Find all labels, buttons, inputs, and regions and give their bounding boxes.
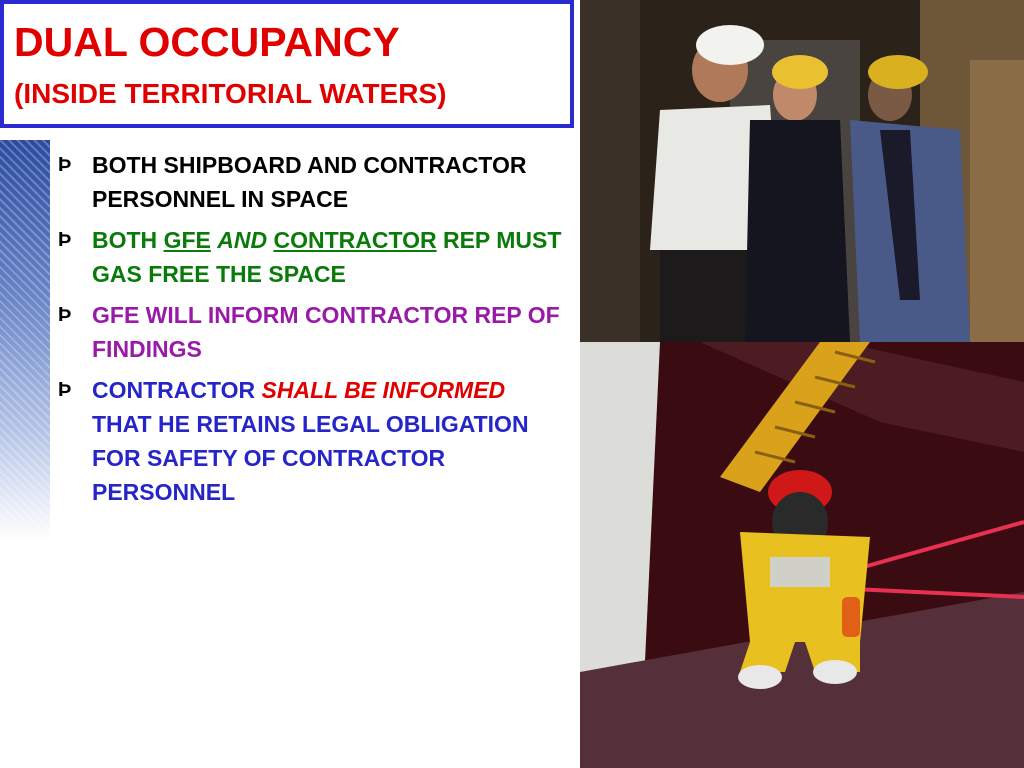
bullet-icon: Þ — [58, 229, 72, 251]
side-stripes — [0, 140, 50, 540]
photo-firefighters — [580, 0, 1024, 342]
title-box — [0, 0, 574, 128]
bullet-text-part: REP MUST GAS FREE THE SPACE — [92, 227, 562, 287]
bullet-text-gfe: GFE — [163, 227, 211, 253]
photo-confined-space-entry — [580, 342, 1024, 768]
bullet-item — [58, 298, 568, 366]
slide-subtitle: (INSIDE TERRITORIAL WATERS) — [14, 78, 447, 109]
bullet-text-shall-be-informed: SHALL BE INFORMED — [261, 377, 506, 403]
bullet-item — [58, 223, 568, 291]
bullet-text-contractor: CONTRACTOR — [273, 227, 437, 253]
bullet-icon: Þ — [58, 304, 72, 326]
bullet-text-part: BOTH — [92, 227, 164, 253]
photo-confined-space-art — [580, 342, 1024, 768]
bullet-text-part: THAT HE RETAINS LEGAL OBLIGATION FOR SAFETY OF CONTRACTOR PERSONNEL — [92, 411, 529, 505]
slide-title: DUAL OCCUPANCY — [14, 19, 400, 65]
bullet-text-part: CONTRACTOR — [92, 377, 262, 403]
bullet-icon: Þ — [58, 379, 72, 401]
bullet-item — [58, 148, 568, 216]
bullet-text: GFE WILL INFORM CONTRACTOR REP OF FINDINGS — [92, 302, 560, 362]
bullet-text: BOTH SHIPBOARD AND CONTRACTOR PERSONNEL IN SPACE — [92, 152, 527, 212]
bullet-text-and: AND — [217, 227, 268, 253]
bullet-item — [58, 373, 568, 509]
bullet-icon: Þ — [58, 154, 72, 176]
photo-firefighters-art — [580, 0, 1024, 342]
bullet-list — [58, 148, 568, 516]
